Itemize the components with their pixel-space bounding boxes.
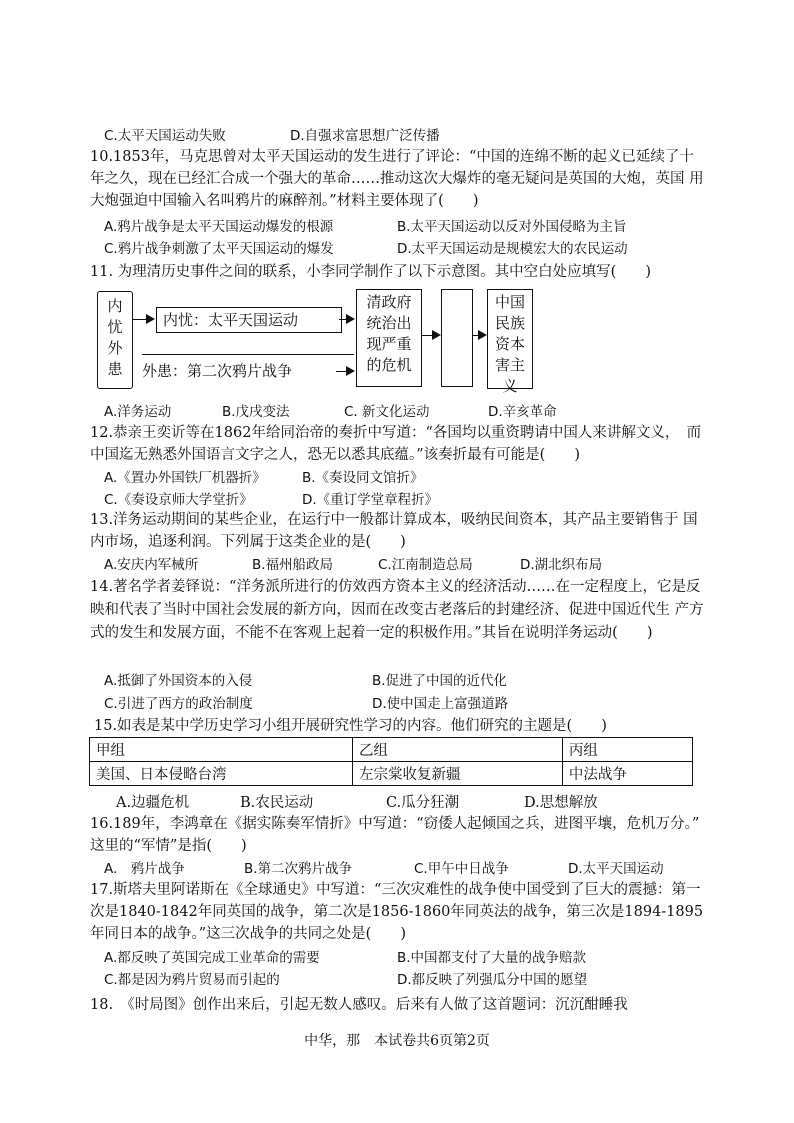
arrow-right: [473, 335, 485, 336]
q15-option-c: C.瓜分狂潮: [386, 795, 460, 811]
box-line: 资本: [494, 335, 525, 353]
q17-option-c: C.都是因为鸦片贸易而引起的: [104, 972, 280, 988]
diagram-blank-box: [441, 289, 473, 387]
box-line: 中国: [494, 293, 525, 311]
box-line: 清政府: [366, 293, 412, 311]
box-line: 害主义: [494, 356, 525, 395]
research-table: [89, 737, 693, 786]
table-header-row: [90, 738, 693, 762]
table-header-cell: 乙组: [353, 738, 563, 762]
table-row: [90, 762, 693, 786]
q17-option-d: D.都反映了列强瓜分中国的愿望: [397, 972, 588, 988]
divider-line: [142, 354, 354, 355]
q12-option-a: A.《置办外国铁厂机器折》: [104, 470, 266, 486]
q13-option-d: D.湖北织布局: [520, 557, 603, 573]
q12-option-b: B.《奏设同文馆折》: [302, 470, 424, 486]
q12-option-c: C.《奏设京师大学堂折》: [104, 492, 253, 508]
q15-option-b: B.农民运动: [240, 795, 314, 811]
q17-option-a: A.都反映了英国完成工业革命的需要: [104, 950, 320, 966]
question-13-stem: 13.洋务运动期间的某些企业，在运行中一般都计算成本，吸纳民间资本，其产品主要销售于 国内市场，追逐利润。下列属于这类企业的是( ): [90, 512, 698, 550]
q17-option-b: B.中国都支付了大量的战争赔款: [397, 950, 587, 966]
q15-option-d: D.思想解放: [524, 795, 598, 811]
diagram-box-crisis: [356, 289, 422, 387]
q13-option-b: B.福州船政局: [252, 557, 334, 573]
diagram-box-inner: 内忧：太平天国运动: [156, 307, 342, 333]
table-cell: 左宗棠收复新疆: [353, 762, 563, 786]
question-12-stem: 12.恭亲王奕䜣等在1862年给同治帝的奏折中写道：“各国均以重资聘请中国人来讲解文义， 而中国迄无熟悉外国语言文字之人，恐无以悉其底蕴。”该奏折最有可能是( ): [90, 425, 702, 463]
q11-option-c: C. 新文化运动: [344, 404, 430, 420]
box-line: 的危机: [366, 356, 412, 374]
question-15-stem: 15.如表是某中学历史学习小组开展研究性学习的内容。他们研究的主题是( ): [94, 718, 607, 734]
q11-option-a: A.洋务运动: [104, 404, 172, 420]
q10-option-c: C.鸦片战争刺激了太平天国运动的爆发: [104, 241, 334, 257]
question-10-stem: 10.1853年，马克思曾对太平天国运动的发生进行了评论：“中国的连绵不断的起义已延续了十 年之久，现在已经汇合成一个强大的革命……推动这次大爆炸的毫无疑问是英国的大炮，英国 用大炮强迫中国输入名叫鸦片的麻醉剂。”材料主要体现了( ): [90, 149, 704, 209]
q16-option-c: C.甲午中日战争: [414, 861, 509, 877]
q16-option-d: D.太平天国运动: [568, 861, 664, 877]
q14-option-d: D.使中国走上富强道路: [372, 696, 509, 712]
q12-option-d: D.《重订学堂章程折》: [302, 492, 439, 508]
box-char: 外: [107, 339, 123, 357]
page-footer: 中华，那 本试卷共6页第2页: [304, 1033, 490, 1049]
question-11-stem: 11. 为理清历史事件之间的联系，小李同学制作了以下示意图。其中空白处应填写( ): [90, 264, 651, 280]
q10-option-b: B.太平天国运动以反对外国侵略为主旨: [397, 219, 627, 235]
box-char: 忧: [107, 318, 123, 336]
table-header-cell: 甲组: [90, 738, 353, 762]
box-line: 统治出: [366, 314, 412, 332]
q14-option-c: C.引进了西方的政治制度: [104, 696, 253, 712]
box-char: 内: [107, 297, 123, 315]
q16-option-a: A. 鸦片战争: [104, 861, 185, 877]
table-header-cell: 丙组: [562, 738, 692, 762]
q16-option-b: B.第二次鸦片战争: [244, 861, 353, 877]
q10-option-a: A.鸦片战争是太平天国运动爆发的根源: [104, 219, 334, 235]
box-line: 现严重: [366, 335, 412, 353]
q13-option-a: A.安庆内军械所: [104, 557, 199, 573]
diagram-box-troubles: [97, 291, 133, 389]
table-cell: 美国、日本侵略台湾: [90, 762, 353, 786]
q10-option-d: D.太平天国运动是规模宏大的农民运动: [397, 241, 628, 257]
option-d: D.自强求富思想广泛传播: [290, 128, 440, 144]
question-17-stem: 17.斯塔夫里阿诺斯在《全球通史》中写道：“三次灾难性的战争使中国受到了巨大的震撼：第一次是1840-1842年同英国的战争，第二次是1856-1860年同英法的战争，第三次是1894-1895 年同日本的战争。”这三次战争的共同之处是( ): [90, 882, 704, 942]
arrow-right: [336, 371, 353, 372]
q11-option-d: D.辛亥革命: [488, 404, 557, 420]
q14-option-b: B.促进了中国的近代化: [372, 673, 508, 689]
q13-option-c: C.江南制造总局: [378, 557, 473, 573]
question-16-stem: 16.189年，李鸿章在《据实陈奏军情折》中写道：“窃倭人起倾国之兵，进图平壤，危机万分。” 这里的“军情”是指( ): [90, 816, 714, 854]
q15-option-a: A.边疆危机: [116, 795, 190, 811]
q11-option-b: B.戊戌变法: [222, 404, 290, 420]
option-c: C.太平天国运动失败: [104, 128, 226, 144]
arrow-right: [339, 319, 353, 320]
box-line: 民族: [494, 314, 525, 332]
table-cell: 中法战争: [562, 762, 692, 786]
arrow-right: [422, 335, 439, 336]
box-char: 患: [107, 360, 123, 378]
question-14-stem: 14.著名学者姜铎说：“洋务派所进行的仿效西方资本主义的经济活动……在一定程度上，它是反映和代表了当时中国社会发展的新方向，因而在改变古老落后的封建经济、促进中国近代生 产方式的发生和发展方面，不能不在客观上起着一定的积极作用。”其旨在说明洋务运动( ): [90, 579, 704, 641]
diagram-label-outer: 外患：第二次鸦片战争: [142, 362, 293, 380]
arrow-right: [133, 319, 153, 320]
question-18-stem: 18. 《时局图》创作出来后，引起无数人感叹。后来有人做了这首题词：沉沉酣睡我: [90, 997, 628, 1013]
diagram-box-capitalism: [487, 289, 533, 395]
q14-option-a: A.抵御了外国资本的入侵: [104, 673, 253, 689]
